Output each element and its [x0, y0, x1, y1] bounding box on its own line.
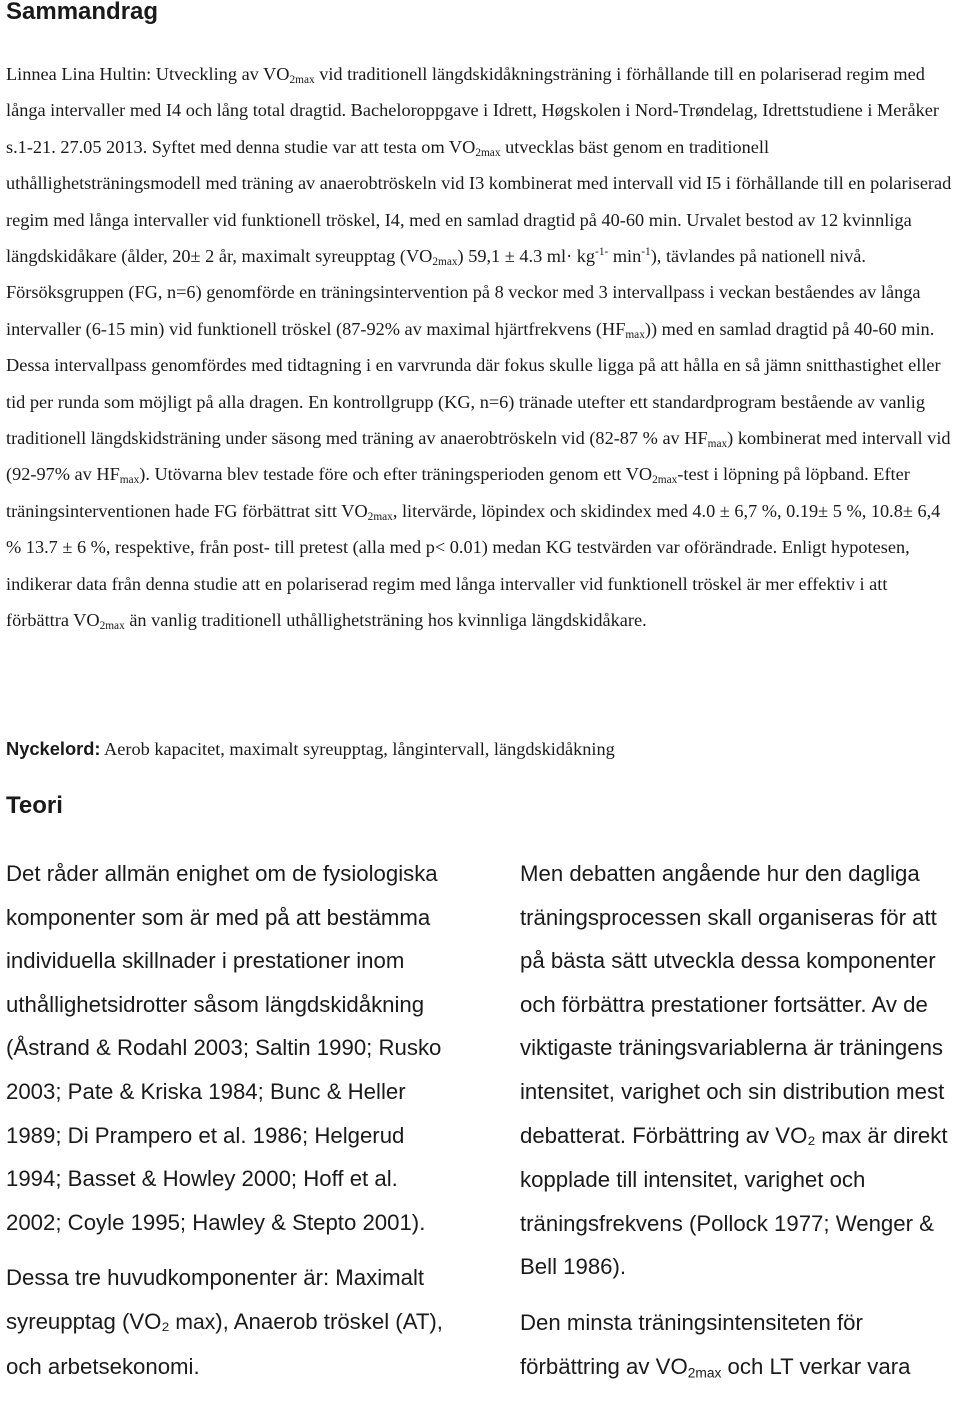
theory-right-paragraph-2: Den minsta träningsintensiteten för förbättring av $VO_{2max}$ och LT verkar vara — [520, 1309, 911, 1380]
summary-heading: Sammandrag — [6, 0, 159, 25]
theory-left-paragraph-1: Det råder allmän enighet om de fysiologiska komponenter som är med på att bestämma individuella skillnader i prestationer inom uthållighetsidrotter såsom längdskidåkning (Åstrand & Rodahl 2003; Saltin 1990; Rusko 2003; Pate & Kriska 1984; Bunc & Heller 1989; Di Prampero et al. 1986; Helgerud 1994; Basset & Howley 2000; Hoff et al. 2002; Coyle 1995; Hawley & Stepto 2001). — [6, 861, 442, 1235]
keywords-label: Nyckelord: — [6, 738, 101, 759]
theory-left-column — [6, 852, 456, 1388]
theory-heading: Teori — [6, 792, 63, 819]
keywords-line — [6, 734, 615, 764]
theory-right-paragraph-1: Men debatten angående hur den dagliga träningsprocessen skall organiseras för att på bästa sätt utveckla dessa komponenter och förbättra prestationer fortsätter. Av de viktigaste träningsvariablerna är träningens intensitet, varighet och sin distribution mest debatterat. Förbättring av VO₂ max är direkt kopplade till intensitet, varighet och träningsfrekvens (Pollock 1977; Wenger & Bell 1986). — [520, 861, 948, 1280]
abstract-paragraph: Linnea Lina Hultin: Utveckling av $VO_{2max}$ vid traditionell längdskidåkningsträning i förhållande till en polariserad regim med långa intervaller med I4 och lång total dragtid. Bacheloroppgave i Idrett, Høgskolen i Nord-Trøndelag, Idrettstudiene i Meråker s.1-21. 27.05 2013. Syftet med denna studie var att testa om $VO_{2max}$ utvecklas bäst genom en traditionell uthållighetsträningsmodell med träning av anaerobtröskeln vid I3 kombinerat med intervall vid I5 i förhållande till en polariserad regim med långa intervaller vid funktionell tröskel, I4, med en samlad dragtid på 40-60 min. Urvalet bestod av 12 kvinnliga längdskidåkare (ålder, 20± 2 år, maximalt syreupptag $(VO_{2max}) 59,1 \pm 4.3$ $ml\cdot kg^{-1-}$ $\min^{-1}$), tävlandes på nationell nivå. Försöksgruppen (FG, n=6) genomförde en träningsintervention på 8 veckor med 3 intervallpass i veckan beståendes av långa intervaller (6-15 min) vid funktionell tröskel (87-92% av maximal hjärtfrekvens $(HF_{max})$) med en samlad dragtid på 40-60 min. Dessa intervallpass genomfördes med tidtagning i en varvrunda där fokus skulle ligga på att hålla en så jämn snitthastighet eller tid per runda som möjligt på alla dragen. En kontrollgrupp (KG, n=6) tränade utefter ett standardprogram bestående av vanlig traditionell längdskidsträning under säsong med träning av anaerobtröskeln vid (82-87 % av $HF_{max}$) kombinerat med intervall vid (92-97% av $HF_{max}$). Utövarna blev testade före och efter träningsperioden genom ett $VO_{2max}$-test i löpning på löpband. Efter träningsinterventionen hade FG förbättrat sitt $VO_{2max}$, litervärde, löpindex och skidindex med 4.0 ± 6,7 %, 0.19± 5 %, 10.8± 6,4 % 13.7 ± 6 %, respektive, från post- till pretest (alla med p< 0.01) medan KG testvärden var oförändrade. Enligt hypotesen, indikerar data från denna studie att en polariserad regim med långa intervaller vid funktionell tröskel är mer effektiv i att förbättra $VO_{2max}$ än vanlig traditionell uthållighetsträning hos kvinnliga längdskidåkare. — [6, 64, 952, 632]
theory-left-paragraph-2: Dessa tre huvudkomponenter är: Maximalt syreupptag (VO₂ max), Anaerob tröskel (AT), och arbetsekonomi. — [6, 1265, 443, 1379]
theory-right-column — [520, 852, 960, 1388]
keywords-text: Aerob kapacitet, maximalt syreupptag, långintervall, längdskidåkning — [100, 739, 615, 759]
